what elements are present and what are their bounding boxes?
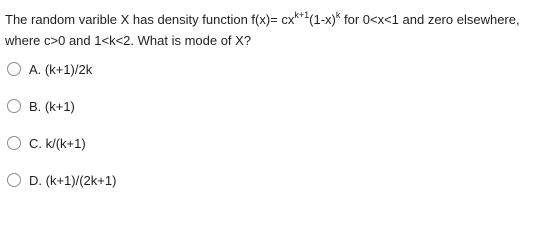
question-text — [5, 9, 540, 51]
radio-button-c[interactable] — [7, 136, 21, 150]
question-part-3: for 0<x<1 and zero elsewhere, — [340, 12, 520, 27]
answer-option-d[interactable] — [7, 170, 527, 190]
exponent-k-plus-1: k+1 — [294, 9, 310, 20]
radio-button-a[interactable] — [7, 62, 21, 76]
exponent-k: k — [335, 9, 341, 20]
question-part-2: (1-x) — [309, 12, 336, 27]
answer-label-c: C. k/(k+1) — [29, 135, 86, 151]
question-line-2: where c>0 and 1<k<2. What is mode of X? — [5, 33, 252, 48]
answer-list — [7, 59, 527, 207]
answer-option-a[interactable] — [7, 59, 527, 79]
radio-button-d[interactable] — [7, 173, 21, 187]
answer-label-b: B. (k+1) — [29, 98, 75, 114]
question-part-1: The random varible X has density function f(x)= cx — [5, 12, 295, 27]
answer-label-a: A. (k+1)/2k — [29, 61, 93, 77]
radio-button-b[interactable] — [7, 99, 21, 113]
answer-label-d: D. (k+1)/(2k+1) — [29, 172, 117, 188]
answer-option-c[interactable] — [7, 133, 527, 153]
answer-option-b[interactable] — [7, 96, 527, 116]
